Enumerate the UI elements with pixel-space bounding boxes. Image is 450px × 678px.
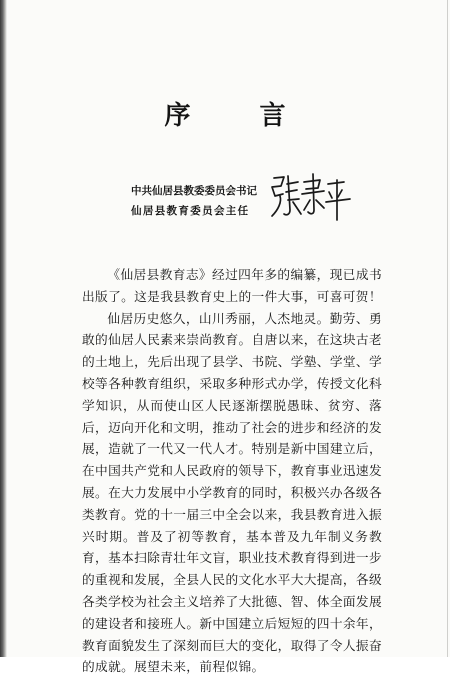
paragraph: 仙居历史悠久，山川秀丽，人杰地灵。勤劳、勇敢的仙居人民素来崇尚教育。自唐以来，在这块古老的土地上，先后出现了县学、书院、学塾、学堂、学校等各种教育组织，采取多种形式办学，传授文化科学知识，从而使山区人民逐渐摆脱愚昧、贫穷、落后，迈向开化和文明，推动了社会的进步和经济的发展，造就了一代又一代人才。特别是新中国建立后，在中国共产党和人民政府的领导下，教育事业迅速发展。在大力发展中小学教育的同时，积极兴办各级各类教育。党的十一届三中全会以来，我县教育进入振兴时期。普及了初等教育，基本普及九年制义务教育，基本扫除青壮年文盲，职业技术教育得到进一步的重视和发展，全县人民的文化水平大大提高，各级各类学校为社会主义培养了大批德、智、体全面发展的建设者和接班人。新中国建立后短短的四十余年，教育面貌发生了深刻而巨大的变化，取得了令人振奋的成就。展望未来，前程似锦。 — [82, 310, 382, 675]
handwritten-signature — [266, 170, 352, 222]
author-title-line-2: 仙居县教育委员会主任 — [131, 205, 250, 217]
author-title-line-1: 中共仙居县教委委员会书记 — [131, 185, 257, 197]
page-title: 序 言 — [164, 101, 316, 131]
paragraph: 《仙居县教育志》经过四年多的编纂，现已成书出版了。这是我县教育史上的一件大事，可喜可贺！ — [82, 267, 382, 304]
preface-body — [82, 264, 382, 678]
author-block — [131, 181, 257, 221]
